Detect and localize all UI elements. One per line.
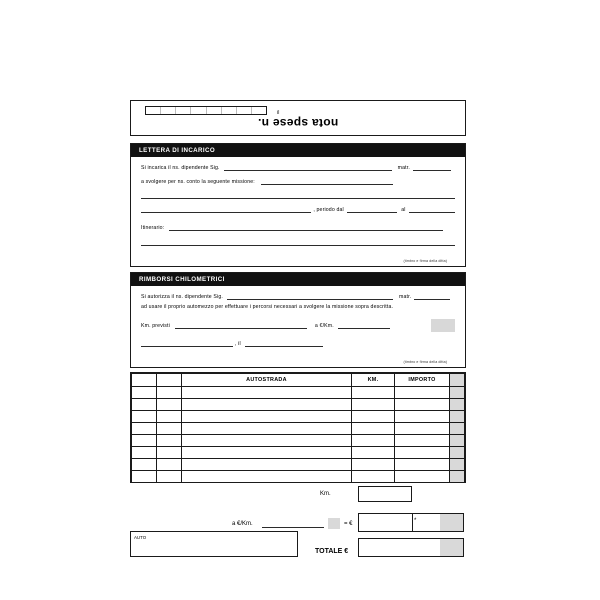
cell-blank-1[interactable]: [132, 447, 157, 459]
cell-blank-1[interactable]: [132, 471, 157, 483]
incarico-bar-title: LETTERA DI INCARICO: [131, 144, 465, 157]
rimborsi-row-1: [131, 292, 465, 300]
rimborsi-km-previsti-input[interactable]: [175, 321, 307, 329]
cell-blank-2[interactable]: [157, 399, 182, 411]
table-row: [132, 411, 465, 423]
cell-km[interactable]: [352, 459, 395, 471]
cell-importo[interactable]: [395, 399, 450, 411]
cell-importo-cents[interactable]: [450, 435, 465, 447]
a-eur-km-total-label: a €/Km.: [232, 521, 253, 527]
totale-label: TOTALE €: [315, 548, 349, 555]
rimborsi-matr-label: matr.: [398, 294, 412, 300]
cell-blank-2[interactable]: [157, 423, 182, 435]
cell-importo-cents[interactable]: [450, 447, 465, 459]
cell-autostrada[interactable]: [182, 471, 352, 483]
cell-blank-2[interactable]: [157, 435, 182, 447]
cell-blank-1[interactable]: [132, 387, 157, 399]
cell-blank-2[interactable]: [157, 411, 182, 423]
rimborsi-dipendente-label: Si autorizza il ns. dipendente Sig.: [141, 294, 223, 300]
cell-blank-1[interactable]: [132, 459, 157, 471]
auto-box[interactable]: [130, 531, 298, 557]
autostrada-table: [130, 372, 466, 483]
rimborsi-bar-title: RIMBORSI CHILOMETRICI: [131, 273, 465, 286]
table-row: [132, 423, 465, 435]
incarico-missione-input[interactable]: [261, 177, 393, 185]
cell-km[interactable]: [352, 411, 395, 423]
incarico-al-label: al: [401, 207, 406, 213]
table-header-row: [132, 374, 465, 387]
serial-cell: [146, 107, 161, 114]
table-row: [132, 399, 465, 411]
incarico-matr-input[interactable]: [413, 163, 451, 171]
subtotal-divider: [412, 513, 413, 532]
serial-cell: [207, 107, 222, 114]
incarico-itinerario-input[interactable]: [169, 223, 443, 231]
rimborsi-row-3: [131, 321, 465, 329]
cell-importo[interactable]: [395, 435, 450, 447]
incarico-signature-note: (timbro e firma della ditta): [403, 259, 447, 263]
incarico-itinerario-label: Itinerario:: [141, 225, 165, 231]
incarico-row-4: [131, 205, 465, 213]
rimborsi-signature-note: (timbro e firma della ditta): [403, 360, 447, 364]
subtotal-star: *: [414, 518, 417, 524]
cell-km[interactable]: [352, 423, 395, 435]
rimborsi-autorizzazione-label: ad usare il proprio automezzo per effettuare i percorsi necessari a svolgere la missione sopra descritta.: [141, 304, 394, 310]
cell-autostrada[interactable]: [182, 459, 352, 471]
rimborsi-row-4: [131, 339, 465, 347]
cell-km[interactable]: [352, 447, 395, 459]
table-row: [132, 387, 465, 399]
incarico-periodo-label: , periodo dal: [313, 207, 344, 213]
cell-importo-cents[interactable]: [450, 423, 465, 435]
km-total-field[interactable]: [358, 486, 412, 502]
rimborsi-date-input[interactable]: [245, 339, 323, 347]
incarico-row-3: [131, 191, 465, 199]
rimborsi-row-2: [131, 304, 465, 310]
incarico-missione-input-3[interactable]: [141, 205, 311, 213]
serial-cell: [176, 107, 191, 114]
table-col-importo: IMPORTO: [395, 374, 450, 387]
cell-importo-cents[interactable]: [450, 471, 465, 483]
serial-cell: [237, 107, 252, 114]
serial-cell: [252, 107, 266, 114]
a-eur-km-total-input[interactable]: [262, 527, 324, 528]
rimborsi-chilometrici-section: [130, 272, 466, 368]
incarico-missione-label: a svolgere per ns. conto la seguente missione:: [141, 179, 255, 185]
cell-importo-cents[interactable]: [450, 411, 465, 423]
incarico-periodo-al-input[interactable]: [409, 205, 455, 213]
header-date-label: il: [277, 110, 280, 116]
cell-importo[interactable]: [395, 423, 450, 435]
cell-blank-1[interactable]: [132, 423, 157, 435]
rimborsi-a-eur-km-input[interactable]: [338, 321, 390, 329]
incarico-row-1: [131, 163, 465, 171]
cell-autostrada[interactable]: [182, 411, 352, 423]
incarico-missione-input-2[interactable]: [141, 191, 455, 199]
incarico-itinerario-input-2[interactable]: [141, 238, 455, 246]
serial-cell: [161, 107, 176, 114]
incarico-periodo-dal-input[interactable]: [347, 205, 397, 213]
cell-autostrada[interactable]: [182, 423, 352, 435]
serial-cell: [222, 107, 237, 114]
cell-importo-cents[interactable]: [450, 399, 465, 411]
cell-autostrada[interactable]: [182, 387, 352, 399]
cell-importo[interactable]: [395, 471, 450, 483]
incarico-dipendente-label: Si incarica il ns. dipendente Sig.: [141, 165, 220, 171]
cell-importo[interactable]: [395, 447, 450, 459]
rimborsi-luogo-input[interactable]: [141, 339, 233, 347]
cell-importo[interactable]: [395, 387, 450, 399]
table-body: [132, 387, 465, 483]
serial-number-field[interactable]: [145, 106, 267, 115]
rimborsi-dipendente-input[interactable]: [227, 292, 393, 300]
rimborsi-date-label: , il: [235, 341, 241, 347]
cell-autostrada[interactable]: [182, 435, 352, 447]
cell-importo-cents[interactable]: [450, 387, 465, 399]
totale-shaded-cell: [440, 539, 463, 556]
nota-spese-header: [130, 100, 466, 136]
rimborsi-a-eur-km-label: a €/Km.: [314, 323, 334, 329]
page-title: nota spese n.: [257, 116, 339, 130]
table-row: [132, 435, 465, 447]
cell-blank-2[interactable]: [157, 471, 182, 483]
incarico-row-6: [131, 238, 465, 246]
subtotal-shaded-cell: [440, 514, 463, 531]
incarico-row-5: [131, 223, 465, 231]
cell-km[interactable]: [352, 387, 395, 399]
equals-label: = €: [344, 521, 353, 527]
table-col-importo-cents: [450, 374, 465, 387]
cell-blank-2[interactable]: [157, 387, 182, 399]
cell-blank-2[interactable]: [157, 447, 182, 459]
table-row: [132, 471, 465, 483]
table-col-blank-1: [132, 374, 157, 387]
cell-blank-1[interactable]: [132, 435, 157, 447]
serial-cell: [191, 107, 206, 114]
cell-km[interactable]: [352, 435, 395, 447]
rimborsi-shaded-cell: [431, 319, 455, 332]
a-eur-km-shaded-cell: [328, 518, 340, 529]
incarico-dipendente-input[interactable]: [224, 163, 392, 171]
cell-blank-1[interactable]: [132, 399, 157, 411]
rimborsi-km-previsti-label: Km. previsti: [141, 323, 170, 329]
table-col-autostrada: AUTOSTRADA: [182, 374, 352, 387]
cell-km[interactable]: [352, 471, 395, 483]
rimborsi-matr-input[interactable]: [414, 292, 450, 300]
incarico-row-2: [131, 177, 465, 185]
auto-label: AUTO: [134, 535, 147, 540]
table-row: [132, 447, 465, 459]
table-col-blank-2: [157, 374, 182, 387]
cell-importo[interactable]: [395, 459, 450, 471]
table-row: [132, 459, 465, 471]
incarico-matr-label: matr.: [397, 165, 410, 171]
table-col-km: KM.: [352, 374, 395, 387]
lettera-di-incarico-section: [130, 143, 466, 267]
cell-importo[interactable]: [395, 411, 450, 423]
km-total-label: Km.: [320, 491, 331, 497]
cell-blank-2[interactable]: [157, 459, 182, 471]
cell-km[interactable]: [352, 399, 395, 411]
cell-autostrada[interactable]: [182, 399, 352, 411]
cell-blank-1[interactable]: [132, 411, 157, 423]
expenses-table: [131, 373, 465, 483]
cell-importo-cents[interactable]: [450, 459, 465, 471]
cell-autostrada[interactable]: [182, 447, 352, 459]
